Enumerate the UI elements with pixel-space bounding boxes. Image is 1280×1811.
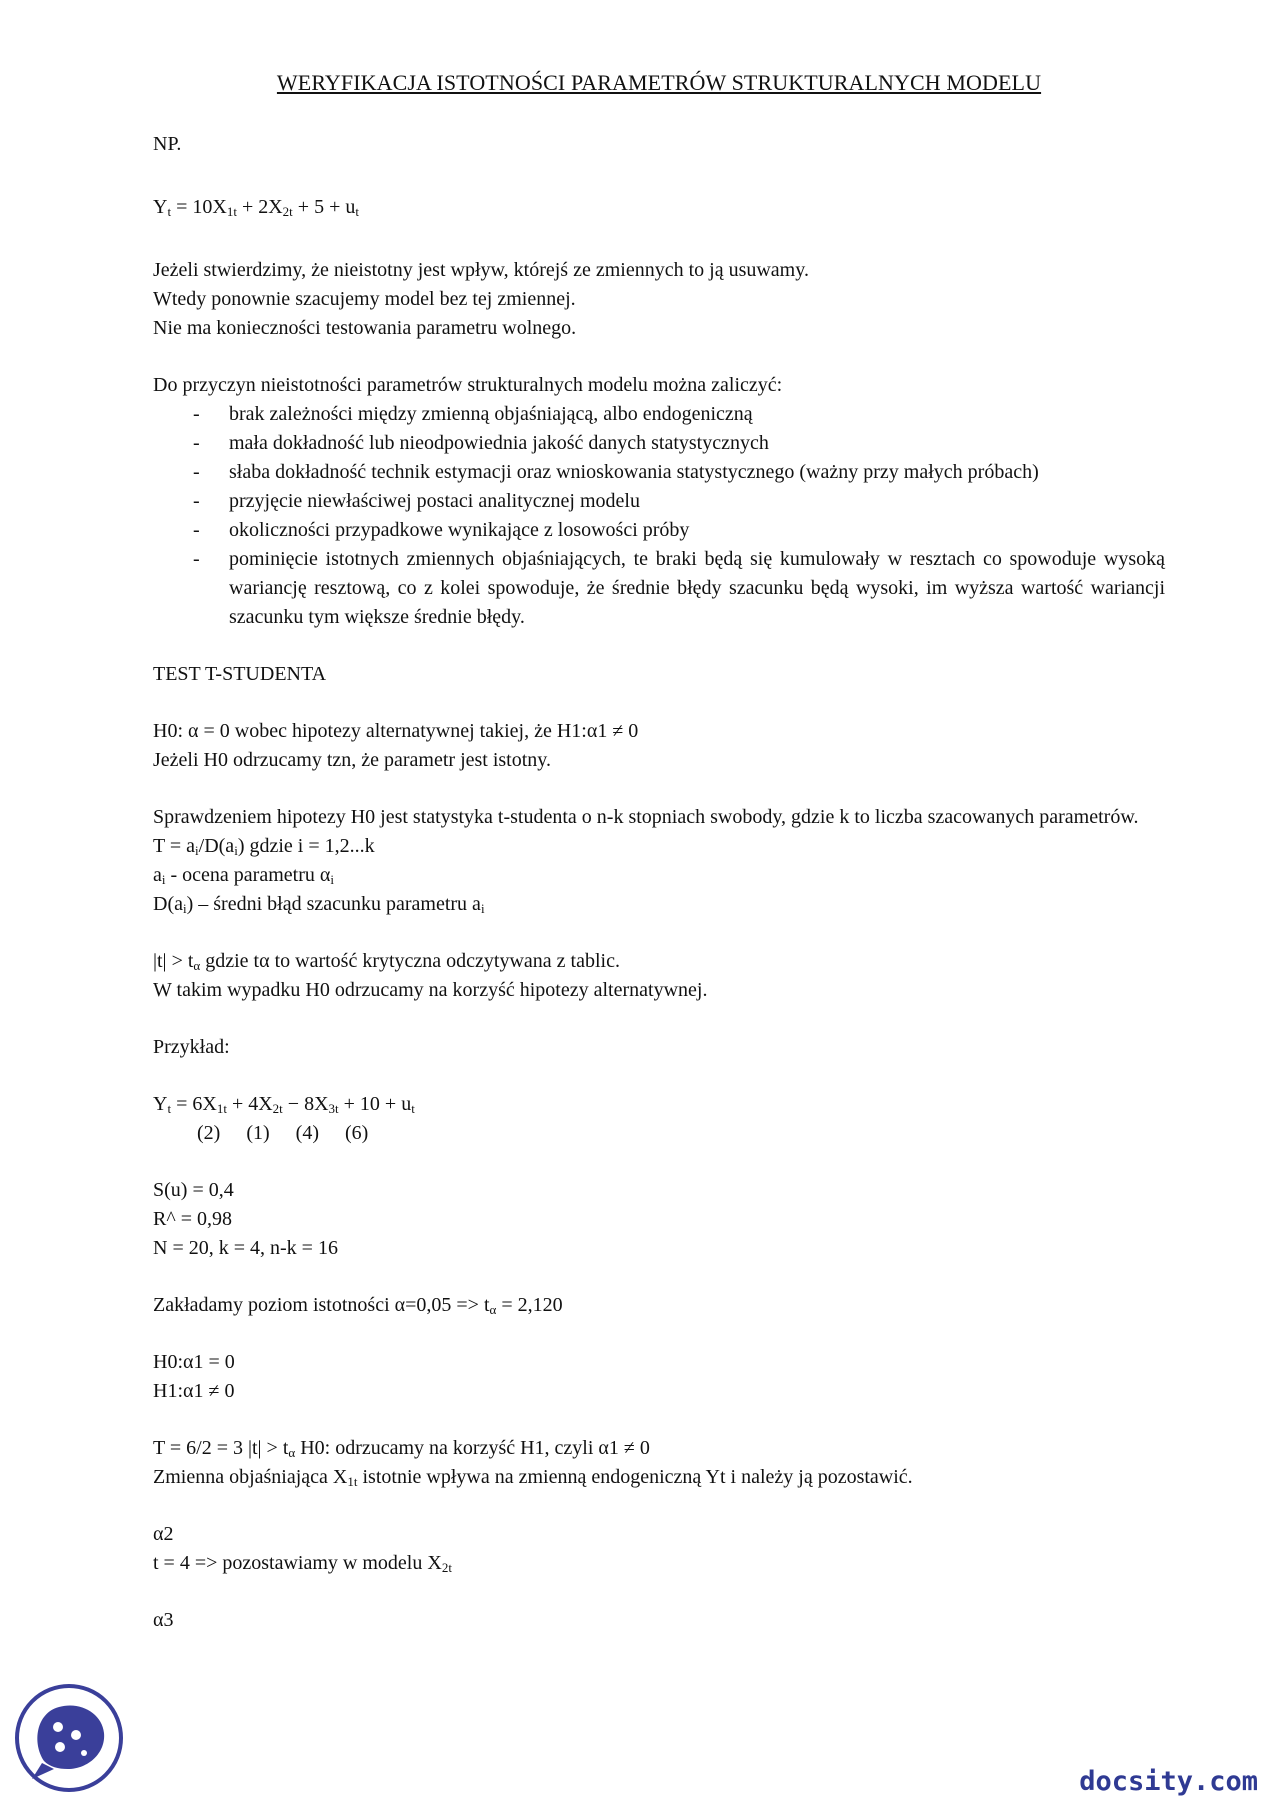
stat-r2: R^ = 0,98 [153, 1208, 233, 1230]
formula-t: $T = a_i/D(a_i)$ gdzie i = 1,2...k [153, 835, 375, 858]
error-value: (6) [344, 1122, 369, 1144]
list-item: - mała dokładność lub nieodpowiednia jakość danych statystycznych [153, 429, 1165, 458]
section-heading-t-test: TEST T-STUDENTA [153, 663, 327, 685]
page-title: WERYFIKACJA ISTOTNOŚCI PARAMETRÓW STRUKTURALNYCH MODELU [276, 70, 1042, 95]
standard-errors-row [153, 1119, 1165, 1148]
stat-su: S(u) = 0,4 [153, 1179, 234, 1201]
conclusion-line: Zmienna objaśniająca $X_{1t}$ istotnie wpływa na zmienną endogeniczną Yt i należy ją pozostawić. [153, 1466, 913, 1489]
significance-level: Zakładamy poziom istotności $\alpha=0,05 => t_\alpha = 2,120$ [153, 1294, 563, 1317]
hypothesis-h1: H1:α1 ≠ 0 [153, 1380, 235, 1402]
definition-d: $D(a_i)$ – średni błąd szacunku parametru $a_i$ [153, 893, 485, 916]
document-page [153, 70, 1165, 1635]
brand-watermark: docsity.com [1079, 1766, 1258, 1797]
equation-1: $Y_t = 10X_{1t} + 2X_{2t} + 5 + u_t$ [153, 196, 359, 219]
intro-line-2: Wtedy ponownie szacujemy model bez tej zmiennej. [153, 288, 576, 310]
definition-a: $a_i$ - ocena parametru $\alpha_i$ [153, 864, 334, 887]
error-value: (4) [295, 1122, 319, 1144]
list-item: - przyjęcie niewłaściwej postaci analitycznej modelu [153, 487, 1165, 516]
list-item: - pominięcie istotnych zmiennych objaśniających, te braki będą się kumulowały w resztach co spowoduje wysoką wariancję resztową, co z kolei spowoduje, że średnie błędy szacunku będą wysoki, im wyższa wartość wariancji szacunku tym większe średnie błędy. [153, 545, 1165, 632]
list-item: - słaba dokładność technik estymacji oraz wnioskowania statystycznego (ważny przy małych próbach) [153, 458, 1165, 487]
hypothesis-line: H0: α = 0 wobec hipotezy alternatywnej takiej, że H1:α1 ≠ 0 [153, 720, 639, 742]
np-label: NP. [153, 133, 182, 155]
alpha2-label: α2 [153, 1523, 174, 1545]
intro-line-3: Nie ma konieczności testowania parametru wolnego. [153, 317, 577, 339]
critical-conclusion: W takim wypadku H0 odrzucamy na korzyść hipotezy alternatywnej. [153, 979, 708, 1001]
example-heading: Przykład: [153, 1036, 230, 1058]
result-line: T = 6/2 = 3 $|t| > t_\alpha$ H0: odrzucamy na korzyść H1, czyli α1 ≠ 0 [153, 1437, 650, 1460]
stat-nk: N = 20, k = 4, n-k = 16 [153, 1237, 338, 1259]
alpha3-label: α3 [153, 1609, 174, 1631]
list-item: - brak zależności między zmienną objaśniającą, albo endogeniczną [153, 400, 1165, 429]
causes-list [153, 400, 1165, 632]
reject-line: Jeżeli H0 odrzucamy tzn, że parametr jest istotny. [153, 749, 551, 771]
error-value: (2) [197, 1122, 221, 1144]
error-value: (1) [246, 1122, 270, 1144]
equation-2: $Y_t = 6X_{1t} + 4X_{2t} - 8X_{3t} + 10 + u_t$ [153, 1093, 415, 1116]
critical-value-line: $|t| > t_\alpha$ gdzie tα to wartość krytyczna odczytywana z tablic. [153, 950, 620, 973]
check-paragraph: Sprawdzeniem hipotezy H0 jest statystyka t-studenta o n-k stopniach swobody, gdzie k to liczba szacowanych parametrów. [153, 806, 1139, 828]
t4-line: t = 4 => pozostawiamy w modelu $X_{2t}$ [153, 1552, 452, 1575]
causes-heading: Do przyczyn nieistotności parametrów strukturalnych modelu można zaliczyć: [153, 374, 783, 396]
intro-line-1: Jeżeli stwierdzimy, że nieistotny jest wpływ, którejś ze zmiennych to ją usuwamy. [153, 259, 809, 281]
docsity-logo-icon [14, 1683, 124, 1793]
list-item: - okoliczności przypadkowe wynikające z losowości próby [153, 516, 1165, 545]
hypothesis-h0: H0:α1 = 0 [153, 1351, 235, 1373]
